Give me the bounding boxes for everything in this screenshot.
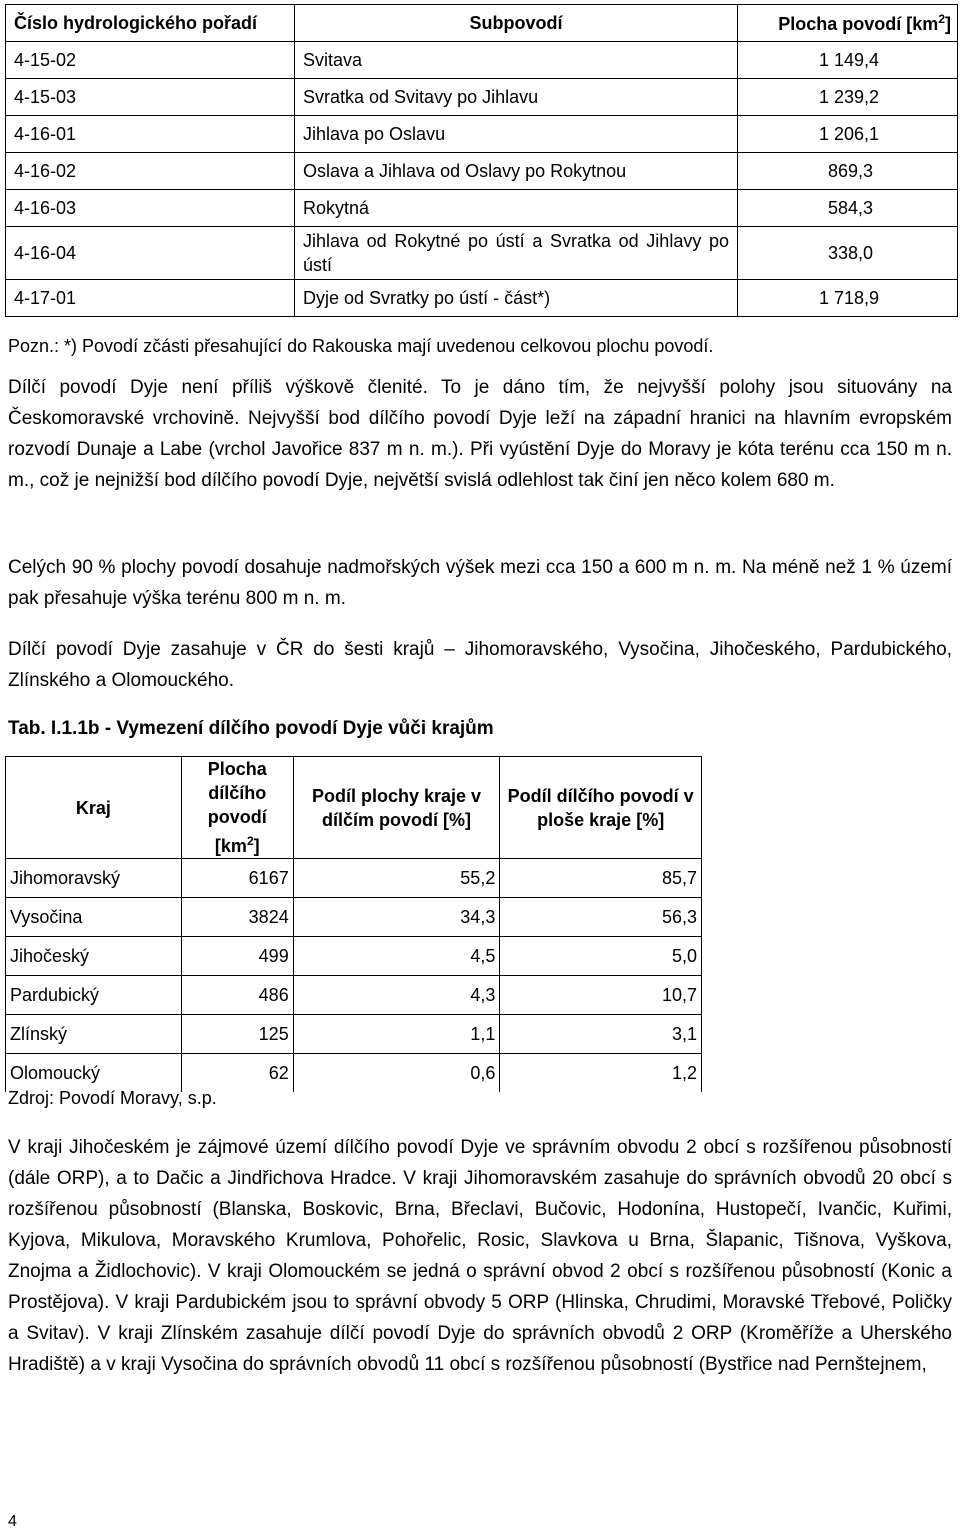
share-basin-cell: 3,1 [500,1015,702,1054]
subbasin-cell: Jihlava od Rokytné po ústí a Svratka od Jihlavy po ústí [295,227,738,280]
subbasin-cell: Dyje od Svratky po ústí - část*) [295,280,738,317]
header-share-region: Podíl plochy kraje v dílčím povodí [%] [293,757,500,859]
table-header-row [6,5,958,42]
share-region-cell: 55,2 [293,859,500,898]
header-region: Kraj [6,757,182,859]
area-cell: 486 [181,976,293,1015]
hydro-number-cell: 4-16-01 [6,116,295,153]
regions-table [5,756,702,1092]
region-cell: Olomoucký [6,1054,182,1093]
share-region-cell: 1,1 [293,1015,500,1054]
table-row [6,116,958,153]
table-row [6,1054,702,1093]
table-row [6,153,958,190]
header-area: Plocha dílčího povodí $[km^2]$ [181,757,293,859]
paragraph-elevation: Dílčí povodí Dyje není příliš výškově členité. To je dáno tím, že nejvyšší polohy jsou situovány na Českomoravské vrchovině. Nejvyšší bod dílčího povodí Dyje leží na západní hranici na hlavním evropském rozvodí Dunaje a Labe (vrchol Javořice 837 m n. m.). Při vyústění Dyje do Moravy je kóta terénu cca 150 m n. m., což je nejnižší bod dílčího povodí Dyje, největší svislá odlehlost tak činí jen něco kolem 680 m. [8,377,952,491]
subbasin-cell: Oslava a Jihlava od Oslavy po Rokytnou [295,153,738,190]
area-cell: 499 [181,937,293,976]
hydro-number-cell: 4-15-03 [6,79,295,116]
table-row [6,280,958,317]
share-basin-cell: 56,3 [500,898,702,937]
share-basin-cell: 85,7 [500,859,702,898]
paragraph-regions: Dílčí povodí Dyje zasahuje v ČR do šesti krajů – Jihomoravského, Vysočina, Jihočeského, Pardubického, Zlínského a Olomouckého. [8,639,952,691]
share-region-cell: 0,6 [293,1054,500,1093]
table-row [6,1015,702,1054]
hydro-number-cell: 4-15-02 [6,42,295,79]
table-row [6,79,958,116]
share-region-cell: 4,3 [293,976,500,1015]
subbasin-cell: Jihlava po Oslavu [295,116,738,153]
hydro-number-cell: 4-16-04 [6,227,295,280]
area-cell: 62 [181,1054,293,1093]
area-cell: 3824 [181,898,293,937]
paragraph-altitude: Celých 90 % plochy povodí dosahuje nadmořských výšek mezi cca 150 a 600 m n. m. Na méně než 1 % území pak přesahuje výška terénu 800 m n. m. [8,557,952,609]
table-header-row [6,757,702,859]
share-basin-cell: 10,7 [500,976,702,1015]
table-row [6,937,702,976]
hydro-number-cell: 4-16-03 [6,190,295,227]
page-number: 4 [8,1513,17,1530]
area-cell: 125 [181,1015,293,1054]
header-area: Plocha povodí $[km^2]$ [738,5,958,42]
header-subbasin: Subpovodí [295,5,738,42]
header-share-basin: Podíl dílčího povodí v ploše kraje [%] [500,757,702,859]
region-cell: Jihočeský [6,937,182,976]
share-region-cell: 4,5 [293,937,500,976]
table-row [6,42,958,79]
area-cell: 869,3 [738,153,958,190]
area-cell: 1 206,1 [738,116,958,153]
area-cell: 584,3 [738,190,958,227]
subbasin-cell: Svitava [295,42,738,79]
region-cell: Pardubický [6,976,182,1015]
header-hydro-number: Číslo hydrologického pořadí [6,5,295,42]
subbasin-cell: Svratka od Svitavy po Jihlavu [295,79,738,116]
area-cell: 1 149,4 [738,42,958,79]
area-cell: 6167 [181,859,293,898]
area-cell: 338,0 [738,227,958,280]
table-caption: Tab. I.1.1b - Vymezení dílčího povodí Dyje vůči krajům [8,718,494,739]
region-cell: Vysočina [6,898,182,937]
region-cell: Jihomoravský [6,859,182,898]
share-basin-cell: 5,0 [500,937,702,976]
subbasin-cell: Rokytná [295,190,738,227]
share-basin-cell: 1,2 [500,1054,702,1093]
region-cell: Zlínský [6,1015,182,1054]
table-row [6,859,702,898]
table-note: Pozn.: *) Povodí zčásti přesahující do Rakouska mají uvedenou celkovou plochu povodí. [8,336,714,356]
table-row [6,190,958,227]
table-row [6,976,702,1015]
table-row [6,898,702,937]
table-source: Zdroj: Povodí Moravy, s.p. [8,1088,217,1108]
table-row [6,227,958,280]
subbasin-table [5,4,958,317]
area-cell: 1 718,9 [738,280,958,317]
hydro-number-cell: 4-16-02 [6,153,295,190]
area-cell: 1 239,2 [738,79,958,116]
share-region-cell: 34,3 [293,898,500,937]
paragraph-orp: V kraji Jihočeském je zájmové území dílčího povodí Dyje ve správním obvodu 2 obcí s rozšířenou působností (dále ORP), a to Dačic a Jindřichova Hradce. V kraji Jihomoravském zasahuje do správních obvodů 20 obcí s rozšířenou působností (Blanska, Boskovic, Brna, Břeclavi, Bučovic, Hodonína, Hustopečí, Ivančic, Kuřimi, Kyjova, Mikulova, Moravského Krumlova, Pohořelic, Rosic, Slavkova u Brna, Šlapanic, Tišnova, Vyškova, Znojma a Židlochovic). V kraji Olomouckém se jedná o správní obvod 2 obcí s rozšířenou působností (Konic a Prostějova). V kraji Pardubickém jsou to správní obvody 5 ORP (Hlinska, Chrudimi, Moravské Třebové, Poličky a Svitav). V kraji Zlínském zasahuje dílčí povodí Dyje do správních obvodů 2 ORP (Kroměříže a Uherského Hradiště) a v kraji Vysočina do správních obvodů 11 obcí s rozšířenou působností (Bystřice nad Pernštejnem, [8,1137,952,1375]
hydro-number-cell: 4-17-01 [6,280,295,317]
